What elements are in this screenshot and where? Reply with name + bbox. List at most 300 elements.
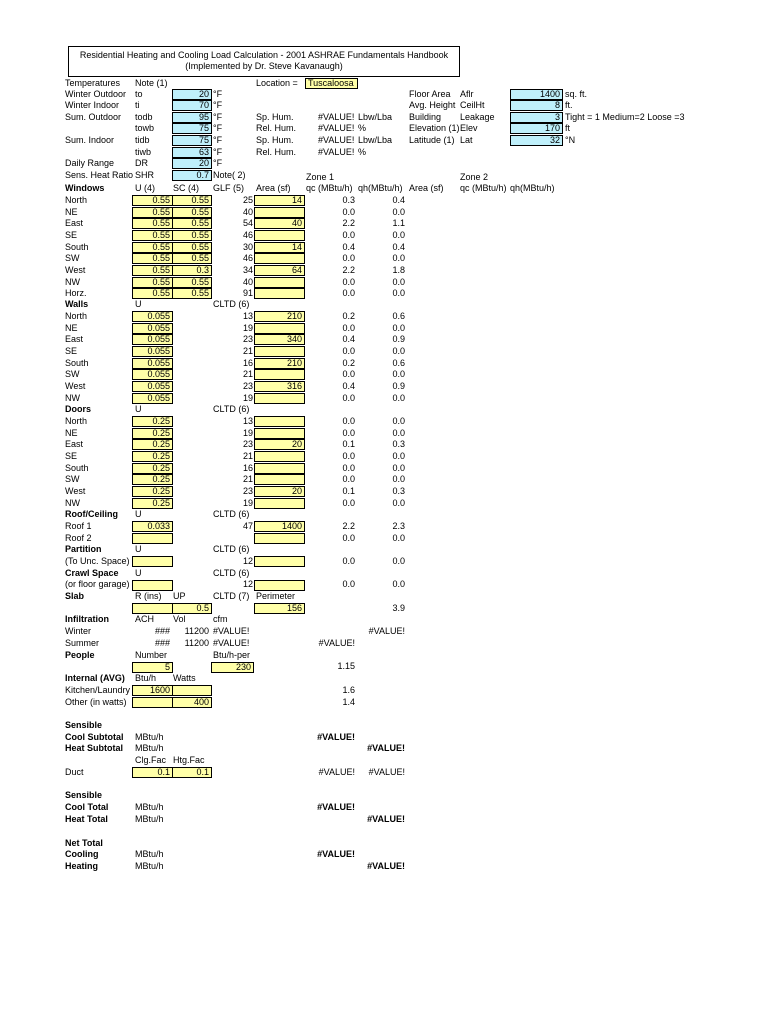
walls-north-qc: 0.2 <box>342 311 355 321</box>
infiltration-winter-qh: #VALUE! <box>368 626 405 636</box>
net-total-label: Net Total <box>65 838 103 848</box>
doors-sw-qc: 0.0 <box>342 474 355 485</box>
heat-subtotal-label: Heat Subtotal <box>65 743 124 753</box>
walls-north-label: North <box>65 311 88 321</box>
windows-north-area-input[interactable]: 14 <box>254 195 305 206</box>
shr-note: Note( 2) <box>213 170 246 180</box>
sp_hum2-label: Sp. Hum. <box>256 135 294 145</box>
winter_outdoor-label: Winter Outdoor <box>65 89 127 99</box>
doors-west-area-input[interactable]: 20 <box>254 486 305 497</box>
walls-sw-qc: 0.0 <box>342 369 355 380</box>
walls-west-qh: 0.9 <box>392 380 405 391</box>
windows-north-glf: 25 <box>242 195 253 205</box>
walls-ne-qh: 0.0 <box>392 322 405 333</box>
floor_area-symbol: Aflr <box>460 89 474 99</box>
doors-ne-qc: 0.0 <box>342 427 355 438</box>
walls-se-qc: 0.0 <box>342 345 355 356</box>
walls-sw-qh: 0.0 <box>392 369 405 380</box>
windows-se-u-input[interactable]: 0.55 <box>132 230 173 241</box>
windows-ne-qh: 0.0 <box>392 206 405 217</box>
winter_indoor-unit: °F <box>213 100 223 110</box>
doors-se-qc: 0.0 <box>342 450 355 461</box>
doors-west-cltd: 23 <box>242 485 253 496</box>
doors-east-qh: 0.3 <box>392 439 405 450</box>
daily_range-symbol: DR <box>135 158 148 168</box>
roof-roof-2-area-input[interactable] <box>254 533 305 544</box>
walls-label: Walls <box>65 299 89 309</box>
doors-east-label: East <box>65 439 84 450</box>
people-btu-input[interactable]: 230 <box>211 662 254 673</box>
walls-south-label: South <box>65 357 89 368</box>
walls-ne-cltd: 19 <box>242 322 253 333</box>
walls-east-qh: 0.9 <box>392 334 405 345</box>
windows-nw-glf: 40 <box>242 276 253 287</box>
windows-horz-label: Horz. <box>65 288 87 299</box>
doors-nw-qc: 0.0 <box>342 497 355 508</box>
windows-nw-qh: 0.0 <box>392 276 405 287</box>
windows-se-glf: 46 <box>242 229 253 240</box>
doors-north-u-input[interactable]: 0.25 <box>132 416 173 427</box>
people-label: People <box>65 650 95 660</box>
infiltration-winter-cfm: #VALUE! <box>213 626 250 636</box>
rel_hum2-unit: % <box>358 147 367 157</box>
infiltration-summer-qc: #VALUE! <box>318 638 355 648</box>
windows-east-glf: 54 <box>242 218 253 229</box>
roof-roof-1-qc: 2.2 <box>342 521 355 531</box>
doors-east-cltd: 23 <box>242 439 253 450</box>
elevation-unit: ft <box>565 123 571 133</box>
partition-label: Partition <box>65 544 102 554</box>
doors-east-qc: 0.1 <box>342 439 355 450</box>
windows-ne-sc-input[interactable]: 0.55 <box>172 207 212 218</box>
windows-se-sc-input[interactable]: 0.55 <box>172 230 212 241</box>
crawl-u-header: U <box>135 568 142 578</box>
building-label: Building <box>409 112 442 122</box>
tiwb-unit: °F <box>213 147 223 157</box>
infiltration-winter-ach: ### <box>154 626 170 636</box>
kitchen-input[interactable]: 1600 <box>132 685 173 696</box>
windows-west-sc-input[interactable]: 0.3 <box>172 265 212 276</box>
walls-east-label: East <box>65 334 84 345</box>
walls-south-area-input[interactable]: 210 <box>254 358 305 369</box>
winter_outdoor-symbol: to <box>135 89 143 99</box>
zone2-header: Zone 2 <box>460 172 489 182</box>
walls-u-header: U <box>135 299 142 309</box>
walls-se-label: SE <box>65 345 78 356</box>
infiltration-summer-ach: ### <box>154 638 170 648</box>
crawl-qh: 0.0 <box>392 579 405 589</box>
heat-total-value: #VALUE! <box>367 814 405 824</box>
walls-west-cltd: 23 <box>242 380 253 391</box>
crawl-area-input[interactable] <box>254 580 305 591</box>
walls-nw-u-input[interactable]: 0.055 <box>132 393 173 404</box>
windows-glf-header: GLF (5) <box>213 183 245 193</box>
doors-ne-area-input[interactable] <box>254 428 305 439</box>
internal-watts-header: Watts <box>173 673 196 683</box>
winter_indoor-input[interactable]: 70 <box>172 100 212 111</box>
cool-subtotal-value: #VALUE! <box>317 732 355 742</box>
walls-south-qc: 0.2 <box>342 357 355 368</box>
roof-roof-2-qc: 0.0 <box>342 532 355 543</box>
windows-north-u-input[interactable]: 0.55 <box>132 195 173 206</box>
internal-label: Internal (AVG) <box>65 673 125 683</box>
doors-north-area-input[interactable] <box>254 416 305 427</box>
doors-south-qh: 0.0 <box>392 462 405 473</box>
windows-horz-qc: 0.0 <box>342 288 355 299</box>
avg_height-input[interactable]: 8 <box>510 100 563 111</box>
doors-east-area-input[interactable]: 20 <box>254 439 305 450</box>
tiwb-input[interactable]: 63 <box>172 147 212 158</box>
rel_hum1-label: Rel. Hum. <box>256 123 297 133</box>
walls-ne-qc: 0.0 <box>342 322 355 333</box>
daily_range-input[interactable]: 20 <box>172 158 212 169</box>
windows-horz-sc-input[interactable]: 0.55 <box>172 288 212 299</box>
doors-sw-area-input[interactable] <box>254 474 305 485</box>
roof-roof-2-u-input[interactable] <box>132 533 173 544</box>
infiltration-vol-header: Vol <box>173 614 186 624</box>
sp_hum1-label: Sp. Hum. <box>256 112 294 122</box>
roof-roof-1-area-input[interactable]: 1400 <box>254 521 305 532</box>
doors-nw-area-input[interactable] <box>254 498 305 509</box>
windows-label: Windows <box>65 183 105 193</box>
doors-ne-qh: 0.0 <box>392 427 405 438</box>
crawl-sub-label: (or floor garage) <box>65 579 130 589</box>
windows-west-qc: 2.2 <box>342 264 355 275</box>
walls-north-qh: 0.6 <box>392 311 405 321</box>
people-number-input[interactable]: 5 <box>132 662 173 673</box>
area-header: Area (sf) <box>256 183 291 193</box>
walls-ne-label: NE <box>65 322 78 333</box>
clg-fac-header: Clg.Fac <box>135 755 167 765</box>
windows-sw-area-input[interactable] <box>254 253 305 264</box>
sensible-label: Sensible <box>65 720 103 730</box>
walls-se-qh: 0.0 <box>392 345 405 356</box>
sheet-subtitle: (Implemented by Dr. Steve Kavanaugh) <box>185 61 343 71</box>
windows-south-u-input[interactable]: 0.55 <box>132 242 173 253</box>
roof-u-header: U <box>135 509 142 519</box>
qc2-header: qc (MBtu/h) <box>460 183 507 193</box>
crawl-cltd-header: CLTD (6) <box>213 568 250 578</box>
duct-qc: #VALUE! <box>318 767 355 777</box>
windows-se-qh: 0.0 <box>392 229 405 240</box>
windows-west-label: West <box>65 264 86 275</box>
windows-east-u-input[interactable]: 0.55 <box>132 218 173 229</box>
partition-u-input[interactable] <box>132 556 173 567</box>
doors-se-qh: 0.0 <box>392 450 405 461</box>
windows-se-qc: 0.0 <box>342 229 355 240</box>
rel_hum1-value: #VALUE! <box>318 123 355 133</box>
doors-se-u-input[interactable]: 0.25 <box>132 451 173 462</box>
latitude-label: Latitude (1) <box>409 135 455 145</box>
doors-nw-u-input[interactable]: 0.25 <box>132 498 173 509</box>
doors-sw-u-input[interactable]: 0.25 <box>132 474 173 485</box>
windows-east-sc-input[interactable]: 0.55 <box>172 218 212 229</box>
walls-west-u-input[interactable]: 0.055 <box>132 381 173 392</box>
roof-roof-1-cltd: 47 <box>242 521 253 531</box>
walls-south-qh: 0.6 <box>392 357 405 368</box>
walls-nw-qh: 0.0 <box>392 392 405 403</box>
slab-up-input[interactable]: 0.5 <box>172 603 212 614</box>
roof-roof-2-label: Roof 2 <box>65 532 92 543</box>
partition-cltd-header: CLTD (6) <box>213 544 250 554</box>
duct-qh: #VALUE! <box>368 767 405 777</box>
walls-ne-area-input[interactable] <box>254 323 305 334</box>
partition-u-header: U <box>135 544 142 554</box>
windows-horz-area-input[interactable] <box>254 288 305 299</box>
crawl-qc: 0.0 <box>342 579 355 589</box>
partition-area-input[interactable] <box>254 556 305 567</box>
walls-west-qc: 0.4 <box>342 380 355 391</box>
windows-west-area-input[interactable]: 64 <box>254 265 305 276</box>
windows-sw-qh: 0.0 <box>392 253 405 264</box>
slab-r-header: R (ins) <box>135 591 162 601</box>
windows-nw-label: NW <box>65 276 80 287</box>
windows-se-area-input[interactable] <box>254 230 305 241</box>
walls-south-u-input[interactable]: 0.055 <box>132 358 173 369</box>
doors-nw-qh: 0.0 <box>392 497 405 508</box>
crawl-u-input[interactable] <box>132 580 173 591</box>
qh-header: qh(MBtu/h) <box>358 183 403 193</box>
other-watts-input[interactable]: 400 <box>172 697 212 708</box>
building-input[interactable]: 3 <box>510 112 563 123</box>
rel_hum2-value: #VALUE! <box>318 147 355 157</box>
heating-label: Heating <box>65 861 99 871</box>
building-symbol: Leakage <box>460 112 495 122</box>
windows-south-qc: 0.4 <box>342 241 355 252</box>
roof-roof-1-u-input[interactable]: 0.033 <box>132 521 173 532</box>
windows-sc-header: SC (4) <box>173 183 200 193</box>
windows-horz-glf: 91 <box>242 288 253 299</box>
windows-north-qh: 0.4 <box>392 195 405 205</box>
elevation-label: Elevation (1) <box>409 123 460 133</box>
elevation-input[interactable]: 170 <box>510 123 563 134</box>
windows-north-sc-input[interactable]: 0.55 <box>172 195 212 206</box>
doors-north-qc: 0.0 <box>342 416 355 426</box>
qc-header: qc (MBtu/h) <box>306 183 353 193</box>
slab-perimeter-header: Perimeter <box>256 591 296 601</box>
temperatures-label: Temperatures <box>65 78 121 88</box>
heat-total-unit: MBtu/h <box>135 814 164 824</box>
windows-nw-area-input[interactable] <box>254 277 305 288</box>
daily_range-label: Daily Range <box>65 158 115 168</box>
cool-subtotal-unit: MBtu/h <box>135 732 164 742</box>
elevation-symbol: Elev <box>460 123 478 133</box>
doors-west-u-input[interactable]: 0.25 <box>132 486 173 497</box>
sum_indoor-symbol: tidb <box>135 135 150 145</box>
winter_outdoor-unit: °F <box>213 89 223 99</box>
roof-roof-1-label: Roof 1 <box>65 521 92 531</box>
walls-east-area-input[interactable]: 340 <box>254 334 305 345</box>
cool-total-unit: MBtu/h <box>135 802 164 812</box>
sum_outdoor-unit: °F <box>213 112 223 122</box>
sum_indoor-unit: °F <box>213 135 223 145</box>
windows-south-qh: 0.4 <box>392 241 405 252</box>
windows-west-qh: 1.8 <box>392 264 405 275</box>
avg_height-unit: ft. <box>565 100 573 110</box>
windows-nw-sc-input[interactable]: 0.55 <box>172 277 212 288</box>
windows-ne-area-input[interactable] <box>254 207 305 218</box>
doors-east-u-input[interactable]: 0.25 <box>132 439 173 450</box>
rel_hum2-label: Rel. Hum. <box>256 147 297 157</box>
windows-horz-u-input[interactable]: 0.55 <box>132 288 173 299</box>
doors-ne-u-input[interactable]: 0.25 <box>132 428 173 439</box>
duct-label: Duct <box>65 767 84 777</box>
windows-horz-qh: 0.0 <box>392 288 405 299</box>
shr-input[interactable]: 0.7 <box>172 170 212 181</box>
crawl-label: Crawl Space <box>65 568 119 578</box>
walls-west-label: West <box>65 380 86 391</box>
heat-total-label: Heat Total <box>65 814 108 824</box>
doors-south-qc: 0.0 <box>342 462 355 473</box>
rel_hum1-unit: % <box>358 123 367 133</box>
towb-input[interactable]: 75 <box>172 123 212 134</box>
doors-south-u-input[interactable]: 0.25 <box>132 463 173 474</box>
avg_height-symbol: CeilHt <box>460 100 485 110</box>
winter_outdoor-input[interactable]: 20 <box>172 89 212 100</box>
sp_hum1-value: #VALUE! <box>318 112 355 122</box>
walls-nw-area-input[interactable] <box>254 393 305 404</box>
towb-symbol: towb <box>135 123 155 133</box>
doors-se-area-input[interactable] <box>254 451 305 462</box>
doors-nw-cltd: 19 <box>242 497 253 508</box>
towb-unit: °F <box>213 123 223 133</box>
windows-west-glf: 34 <box>242 264 253 275</box>
winter_indoor-symbol: ti <box>135 100 140 110</box>
walls-se-cltd: 21 <box>242 345 253 356</box>
latitude-input[interactable]: 32 <box>510 135 563 146</box>
windows-east-label: East <box>65 218 84 229</box>
windows-sw-glf: 46 <box>242 253 253 264</box>
cool-total-value: #VALUE! <box>317 802 355 812</box>
doors-south-cltd: 16 <box>242 462 253 473</box>
htg-fac-header: Htg.Fac <box>173 755 205 765</box>
cooling-label: Cooling <box>65 849 99 859</box>
people-btu-header: Btu/h-per <box>213 650 251 660</box>
area2-header: Area (sf) <box>409 183 444 193</box>
cool-subtotal-label: Cool Subtotal <box>65 732 124 742</box>
cool-total-label: Cool Total <box>65 802 109 812</box>
sensible-total-label: Sensible <box>65 790 103 800</box>
sum_indoor-label: Sum. Indoor <box>65 135 115 145</box>
sum_outdoor-input[interactable]: 95 <box>172 112 212 123</box>
windows-south-area-input[interactable]: 14 <box>254 242 305 253</box>
heat-subtotal-unit: MBtu/h <box>135 743 164 753</box>
walls-nw-label: NW <box>65 392 80 403</box>
windows-south-sc-input[interactable]: 0.55 <box>172 242 212 253</box>
doors-south-area-input[interactable] <box>254 463 305 474</box>
duct-htg-input[interactable]: 0.1 <box>172 767 212 778</box>
sum_outdoor-label: Sum. Outdoor <box>65 112 122 122</box>
doors-sw-qh: 0.0 <box>392 474 405 485</box>
walls-sw-label: SW <box>65 369 80 380</box>
windows-sw-sc-input[interactable]: 0.55 <box>172 253 212 264</box>
doors-west-qc: 0.1 <box>342 485 355 496</box>
floor_area-input[interactable]: 1400 <box>510 89 563 100</box>
zone1-header: Zone 1 <box>306 172 335 182</box>
walls-east-cltd: 23 <box>242 334 253 345</box>
walls-sw-cltd: 21 <box>242 369 253 380</box>
windows-se-label: SE <box>65 229 78 240</box>
kitchen-watts-input[interactable] <box>172 685 212 696</box>
heating-value: #VALUE! <box>367 861 405 871</box>
other-qc: 1.4 <box>342 697 355 707</box>
windows-sw-u-input[interactable]: 0.55 <box>132 253 173 264</box>
doors-ne-label: NE <box>65 427 78 438</box>
sp_hum1-unit: Lbw/Lba <box>358 112 393 122</box>
sp_hum2-value: #VALUE! <box>318 135 355 145</box>
windows-east-area-input[interactable]: 40 <box>254 218 305 229</box>
cooling-unit: MBtu/h <box>135 849 164 859</box>
daily_range-unit: °F <box>213 158 223 168</box>
slab-label: Slab <box>65 591 85 601</box>
walls-south-cltd: 16 <box>242 357 253 368</box>
windows-nw-u-input[interactable]: 0.55 <box>132 277 173 288</box>
heat-subtotal-value: #VALUE! <box>367 743 405 753</box>
doors-west-qh: 0.3 <box>392 485 405 496</box>
roof-label: Roof/Ceiling <box>65 509 118 519</box>
walls-north-u-input[interactable]: 0.055 <box>132 311 173 322</box>
walls-east-u-input[interactable]: 0.055 <box>132 334 173 345</box>
windows-u-header: U (4) <box>135 183 155 193</box>
walls-se-area-input[interactable] <box>254 346 305 357</box>
floor_area-label: Floor Area <box>409 89 451 99</box>
people-qc: 1.15 <box>337 661 355 671</box>
windows-nw-qc: 0.0 <box>342 276 355 287</box>
slab-perimeter-input[interactable]: 156 <box>254 603 305 614</box>
doors-north-label: North <box>65 416 88 426</box>
slab-up-header: UP <box>173 591 186 601</box>
duct-clg-input[interactable]: 0.1 <box>132 767 173 778</box>
windows-west-u-input[interactable]: 0.55 <box>132 265 173 276</box>
winter_indoor-label: Winter Indoor <box>65 100 120 110</box>
people-number-header: Number <box>135 650 168 660</box>
sum_indoor-input[interactable]: 75 <box>172 135 212 146</box>
windows-south-label: South <box>65 241 89 252</box>
doors-sw-label: SW <box>65 474 80 485</box>
sum_outdoor-symbol: todb <box>135 112 153 122</box>
walls-west-area-input[interactable]: 316 <box>254 381 305 392</box>
infiltration-summer-cfm: #VALUE! <box>213 638 250 648</box>
windows-ne-glf: 40 <box>242 206 253 217</box>
walls-sw-u-input[interactable]: 0.055 <box>132 369 173 380</box>
avg_height-label: Avg. Height <box>409 100 456 110</box>
partition-sub-label: (To Unc. Space) <box>65 556 130 566</box>
other-btuh-input[interactable] <box>132 697 173 708</box>
slab-r-input[interactable] <box>132 603 173 614</box>
doors-cltd-header: CLTD (6) <box>213 404 250 414</box>
walls-north-area-input[interactable]: 210 <box>254 311 305 322</box>
windows-ne-u-input[interactable]: 0.55 <box>132 207 173 218</box>
latitude-symbol: Lat <box>460 135 473 145</box>
walls-cltd-header: CLTD (6) <box>213 299 250 309</box>
sp_hum2-unit: Lbw/Lba <box>358 135 393 145</box>
infiltration-winter-vol: 11200 <box>184 626 209 636</box>
doors-south-label: South <box>65 462 89 473</box>
windows-south-glf: 30 <box>242 241 253 252</box>
walls-se-u-input[interactable]: 0.055 <box>132 346 173 357</box>
infiltration-ach-header: ACH <box>135 614 155 624</box>
kitchen-label: Kitchen/Laundry <box>65 685 131 695</box>
walls-east-qc: 0.4 <box>342 334 355 345</box>
doors-se-cltd: 21 <box>242 450 253 461</box>
doors-north-cltd: 13 <box>242 416 253 426</box>
walls-ne-u-input[interactable]: 0.055 <box>132 323 173 334</box>
walls-sw-area-input[interactable] <box>254 369 305 380</box>
sheet-title: Residential Heating and Cooling Load Calculation - 2001 ASHRAE Fundamentals Handbook <box>79 50 449 60</box>
location-input[interactable]: Tuscaloosa <box>305 78 358 89</box>
slab-cltd-header: CLTD (7) <box>213 591 250 601</box>
windows-ne-label: NE <box>65 206 78 217</box>
